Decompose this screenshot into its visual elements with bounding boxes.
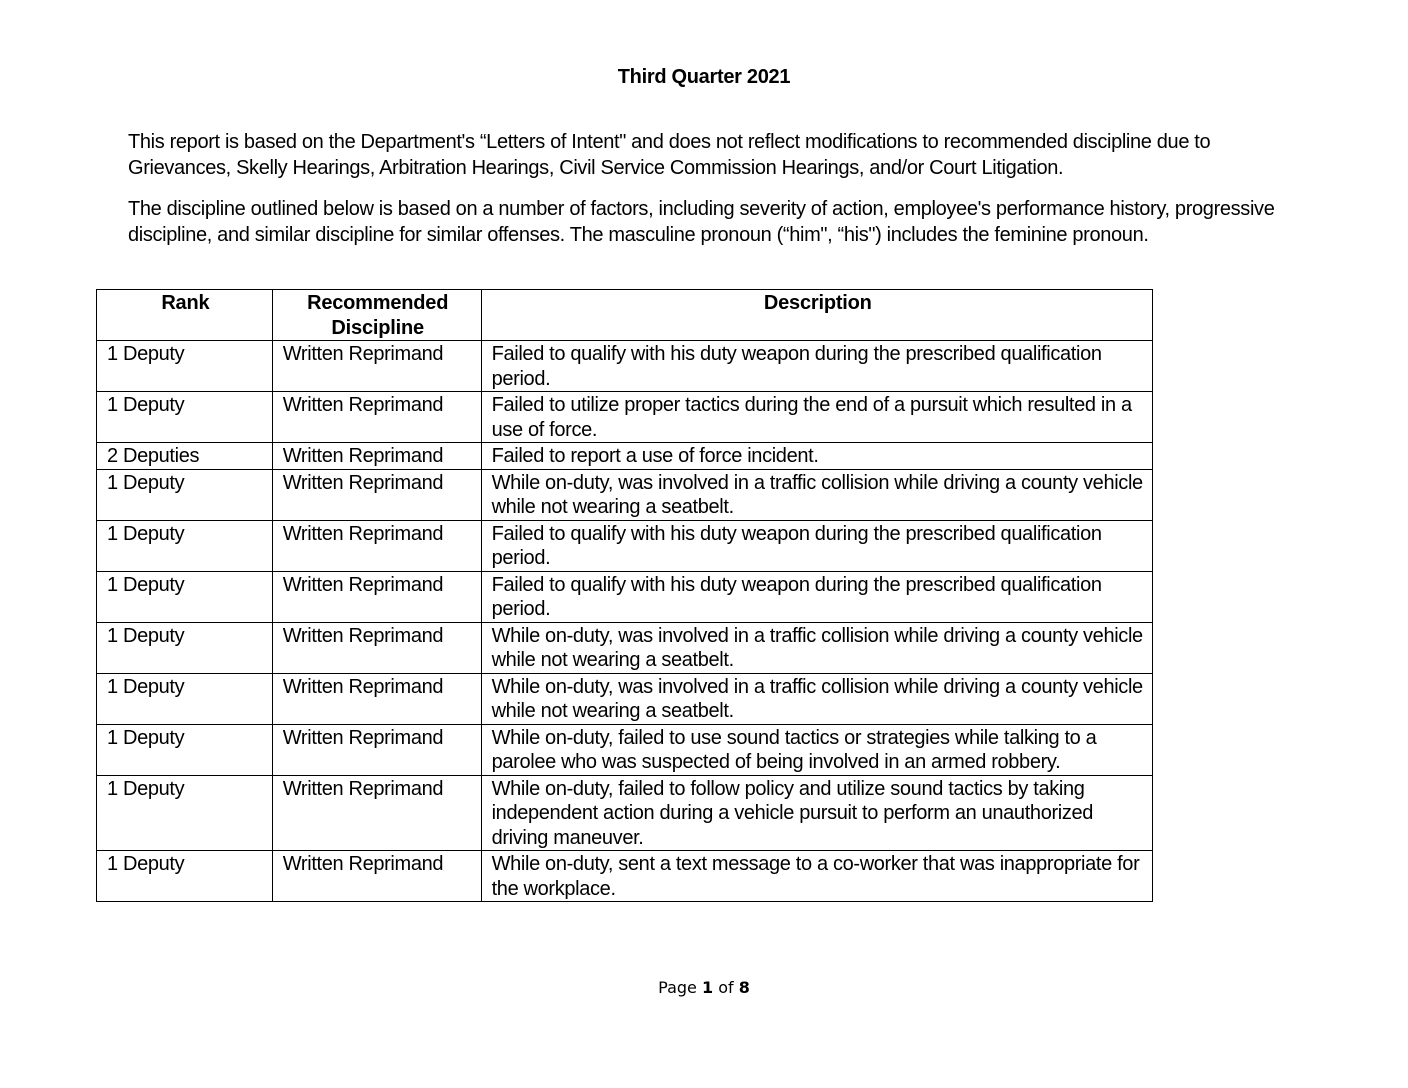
description-cell: While on-duty, sent a text message to a co-worker that was inappropriate for the workplace. [481,851,1152,902]
intro-paragraph: This report is based on the Department's “Letters of Intent" and does not reflect modifications to recommended discipline due to Grievances, Skelly Hearings, Arbitration Hearings, Civil Service Commission Hearings, and/or Court Litigation. [128,131,1211,179]
discipline-cell: Written Reprimand [272,673,481,724]
rank-cell: 1 Deputy [97,392,273,443]
description-cell: Failed to qualify with his duty weapon during the prescribed qualification period. [481,341,1152,392]
header-rank: Rank [97,290,273,341]
table-row [97,341,1153,392]
rank-cell: 1 Deputy [97,469,273,520]
page-of: of [713,978,739,997]
rank-cell: 1 Deputy [97,341,273,392]
description-cell: Failed to utilize proper tactics during the end of a pursuit which resulted in a use of force. [481,392,1152,443]
table-row [97,520,1153,571]
discipline-cell: Written Reprimand [272,724,481,775]
description-cell: While on-duty, was involved in a traffic collision while driving a county vehicle while not wearing a seatbelt. [481,469,1152,520]
page-footer [0,978,1408,997]
discipline-factors-paragraph: The discipline outlined below is based on a number of factors, including severity of action, employee's performance history, progressive discipline, and similar discipline for similar offenses. The masculine pronoun (“him", “his") includes the feminine pronoun. [128,198,1275,246]
description-cell: While on-duty, failed to use sound tactics or strategies while talking to a parolee who was suspected of being involved in an armed robbery. [481,724,1152,775]
rank-cell: 1 Deputy [97,724,273,775]
total-pages: 8 [738,978,750,997]
discipline-cell: Written Reprimand [272,341,481,392]
description-cell: Failed to report a use of force incident. [481,443,1152,470]
table-row [97,724,1153,775]
discipline-cell: Written Reprimand [272,851,481,902]
table-row [97,392,1153,443]
description-cell: While on-duty, was involved in a traffic collision while driving a county vehicle while not wearing a seatbelt. [481,622,1152,673]
table-row [97,571,1153,622]
table-row [97,851,1153,902]
description-cell: Failed to qualify with his duty weapon during the prescribed qualification period. [481,520,1152,571]
table-header-row [97,290,1153,341]
page-title: Third Quarter 2021 [617,66,791,88]
table-row [97,775,1153,851]
discipline-cell: Written Reprimand [272,775,481,851]
header-description: Description [481,290,1152,341]
rank-cell: 2 Deputies [97,443,273,470]
table-row [97,469,1153,520]
table-body [97,341,1153,902]
rank-cell: 1 Deputy [97,673,273,724]
discipline-cell: Written Reprimand [272,443,481,470]
discipline-table [96,289,1153,902]
rank-cell: 1 Deputy [97,622,273,673]
discipline-cell: Written Reprimand [272,622,481,673]
description-cell: Failed to qualify with his duty weapon during the prescribed qualification period. [481,571,1152,622]
discipline-cell: Written Reprimand [272,571,481,622]
table-row [97,622,1153,673]
table-row [97,443,1153,470]
rank-cell: 1 Deputy [97,520,273,571]
current-page: 1 [701,978,714,997]
description-cell: While on-duty, failed to follow policy and utilize sound tactics by taking independent action during a vehicle pursuit to perform an unauthorized driving maneuver. [481,775,1152,851]
discipline-cell: Written Reprimand [272,392,481,443]
header-discipline: Recommended Discipline [272,290,481,341]
rank-cell: 1 Deputy [97,851,273,902]
description-cell: While on-duty, was involved in a traffic collision while driving a county vehicle while not wearing a seatbelt. [481,673,1152,724]
page-prefix: Page [658,978,702,997]
rank-cell: 1 Deputy [97,571,273,622]
discipline-cell: Written Reprimand [272,469,481,520]
discipline-cell: Written Reprimand [272,520,481,571]
rank-cell: 1 Deputy [97,775,273,851]
table-row [97,673,1153,724]
